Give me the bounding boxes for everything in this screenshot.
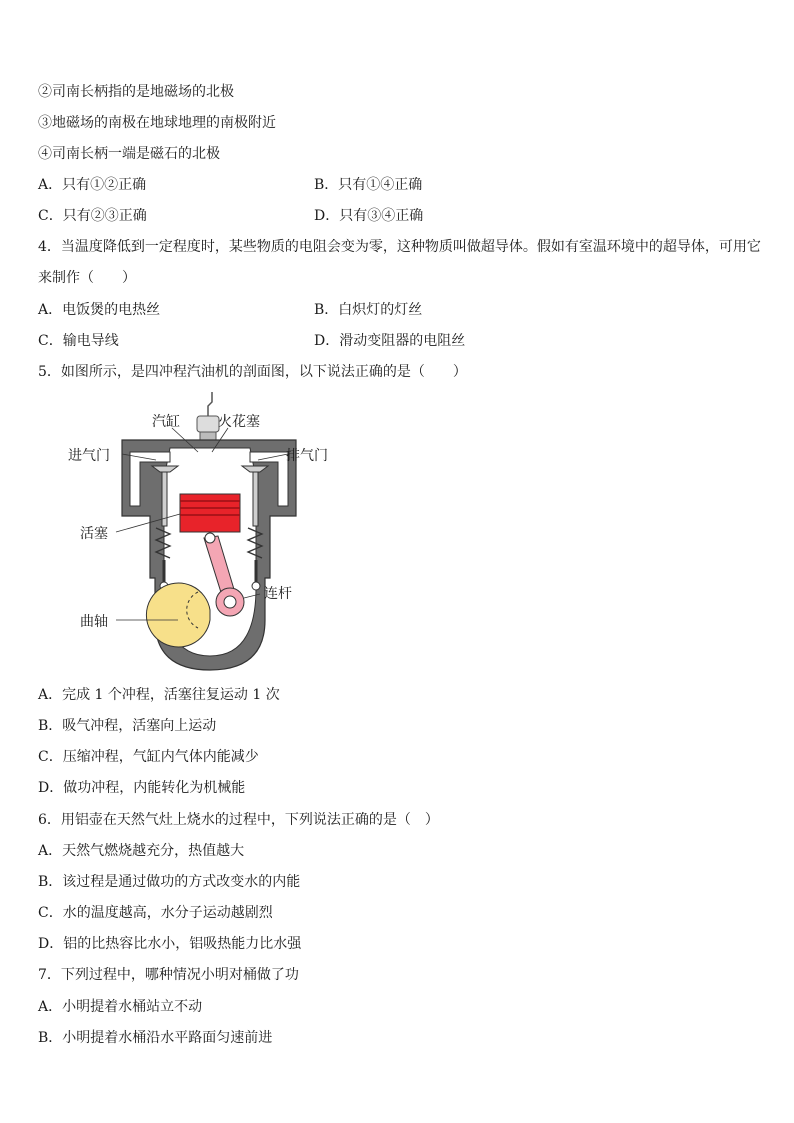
q6-option-a[interactable]: A．天然气燃烧越充分，热值越大 [38, 843, 245, 859]
q3-option-a[interactable]: A．只有①②正确 [38, 177, 147, 193]
label-piston: 活塞 [80, 526, 108, 542]
label-intake-valve: 进气门 [68, 448, 110, 464]
q3-statement-3: ③地磁场的南极在地球地理的南极附近 [38, 115, 276, 131]
q4-option-a[interactable]: A．电饭煲的电热丝 [38, 302, 161, 318]
label-cylinder: 汽缸 [152, 414, 180, 430]
engine-cross-section-figure [60, 388, 360, 678]
q3-statement-2: ②司南长柄指的是地磁场的北极 [38, 84, 234, 100]
q4-option-b[interactable]: B．白炽灯的灯丝 [314, 302, 423, 318]
q6-option-b[interactable]: B．该过程是通过做功的方式改变水的内能 [38, 874, 301, 890]
q4-option-d[interactable]: D．滑动变阻器的电阻丝 [314, 333, 466, 349]
q3-option-b[interactable]: B．只有①④正确 [314, 177, 423, 193]
q3-option-d[interactable]: D．只有③④正确 [314, 208, 424, 224]
q7-stem: 7．下列过程中，哪种情况小明对桶做了功 [38, 967, 299, 983]
label-crankshaft: 曲轴 [80, 614, 108, 630]
q3-statement-4: ④司南长柄一端是磁石的北极 [38, 146, 220, 162]
label-connecting-rod: 连杆 [264, 586, 292, 602]
q5-option-b[interactable]: B．吸气冲程，活塞向上运动 [38, 718, 217, 734]
piston-icon [180, 494, 240, 532]
label-spark-plug: 火花塞 [218, 414, 260, 430]
q7-option-b[interactable]: B．小明提着水桶沿水平路面匀速前进 [38, 1030, 273, 1046]
q4-stem-line1: 4．当温度降低到一定程度时，某些物质的电阻会变为零，这种物质叫做超导体。假如有室温环境中的超导体，可用它 [38, 239, 761, 255]
q5-option-a[interactable]: A．完成 1 个冲程，活塞往复运动 1 次 [38, 687, 280, 703]
q5-stem: 5．如图所示，是四冲程汽油机的剖面图，以下说法正确的是（ ） [38, 364, 467, 380]
q6-option-d[interactable]: D．铝的比热容比水小，铝吸热能力比水强 [38, 936, 302, 952]
q4-option-c[interactable]: C．输电导线 [38, 333, 119, 349]
crankshaft-icon [146, 583, 210, 647]
label-exhaust-valve: 排气门 [286, 448, 328, 464]
q6-stem: 6．用铝壶在天然气灶上烧水的过程中，下列说法正确的是（ ） [38, 812, 439, 828]
q6-option-c[interactable]: C．水的温度越高，水分子运动越剧烈 [38, 905, 273, 921]
q3-option-c[interactable]: C．只有②③正确 [38, 208, 147, 224]
q7-option-a[interactable]: A．小明提着水桶站立不动 [38, 999, 203, 1015]
q4-stem-line2: 来制作（ ） [38, 270, 136, 286]
q5-option-d[interactable]: D．做功冲程，内能转化为机械能 [38, 780, 246, 796]
q5-option-c[interactable]: C．压缩冲程，气缸内气体内能减少 [38, 749, 259, 765]
